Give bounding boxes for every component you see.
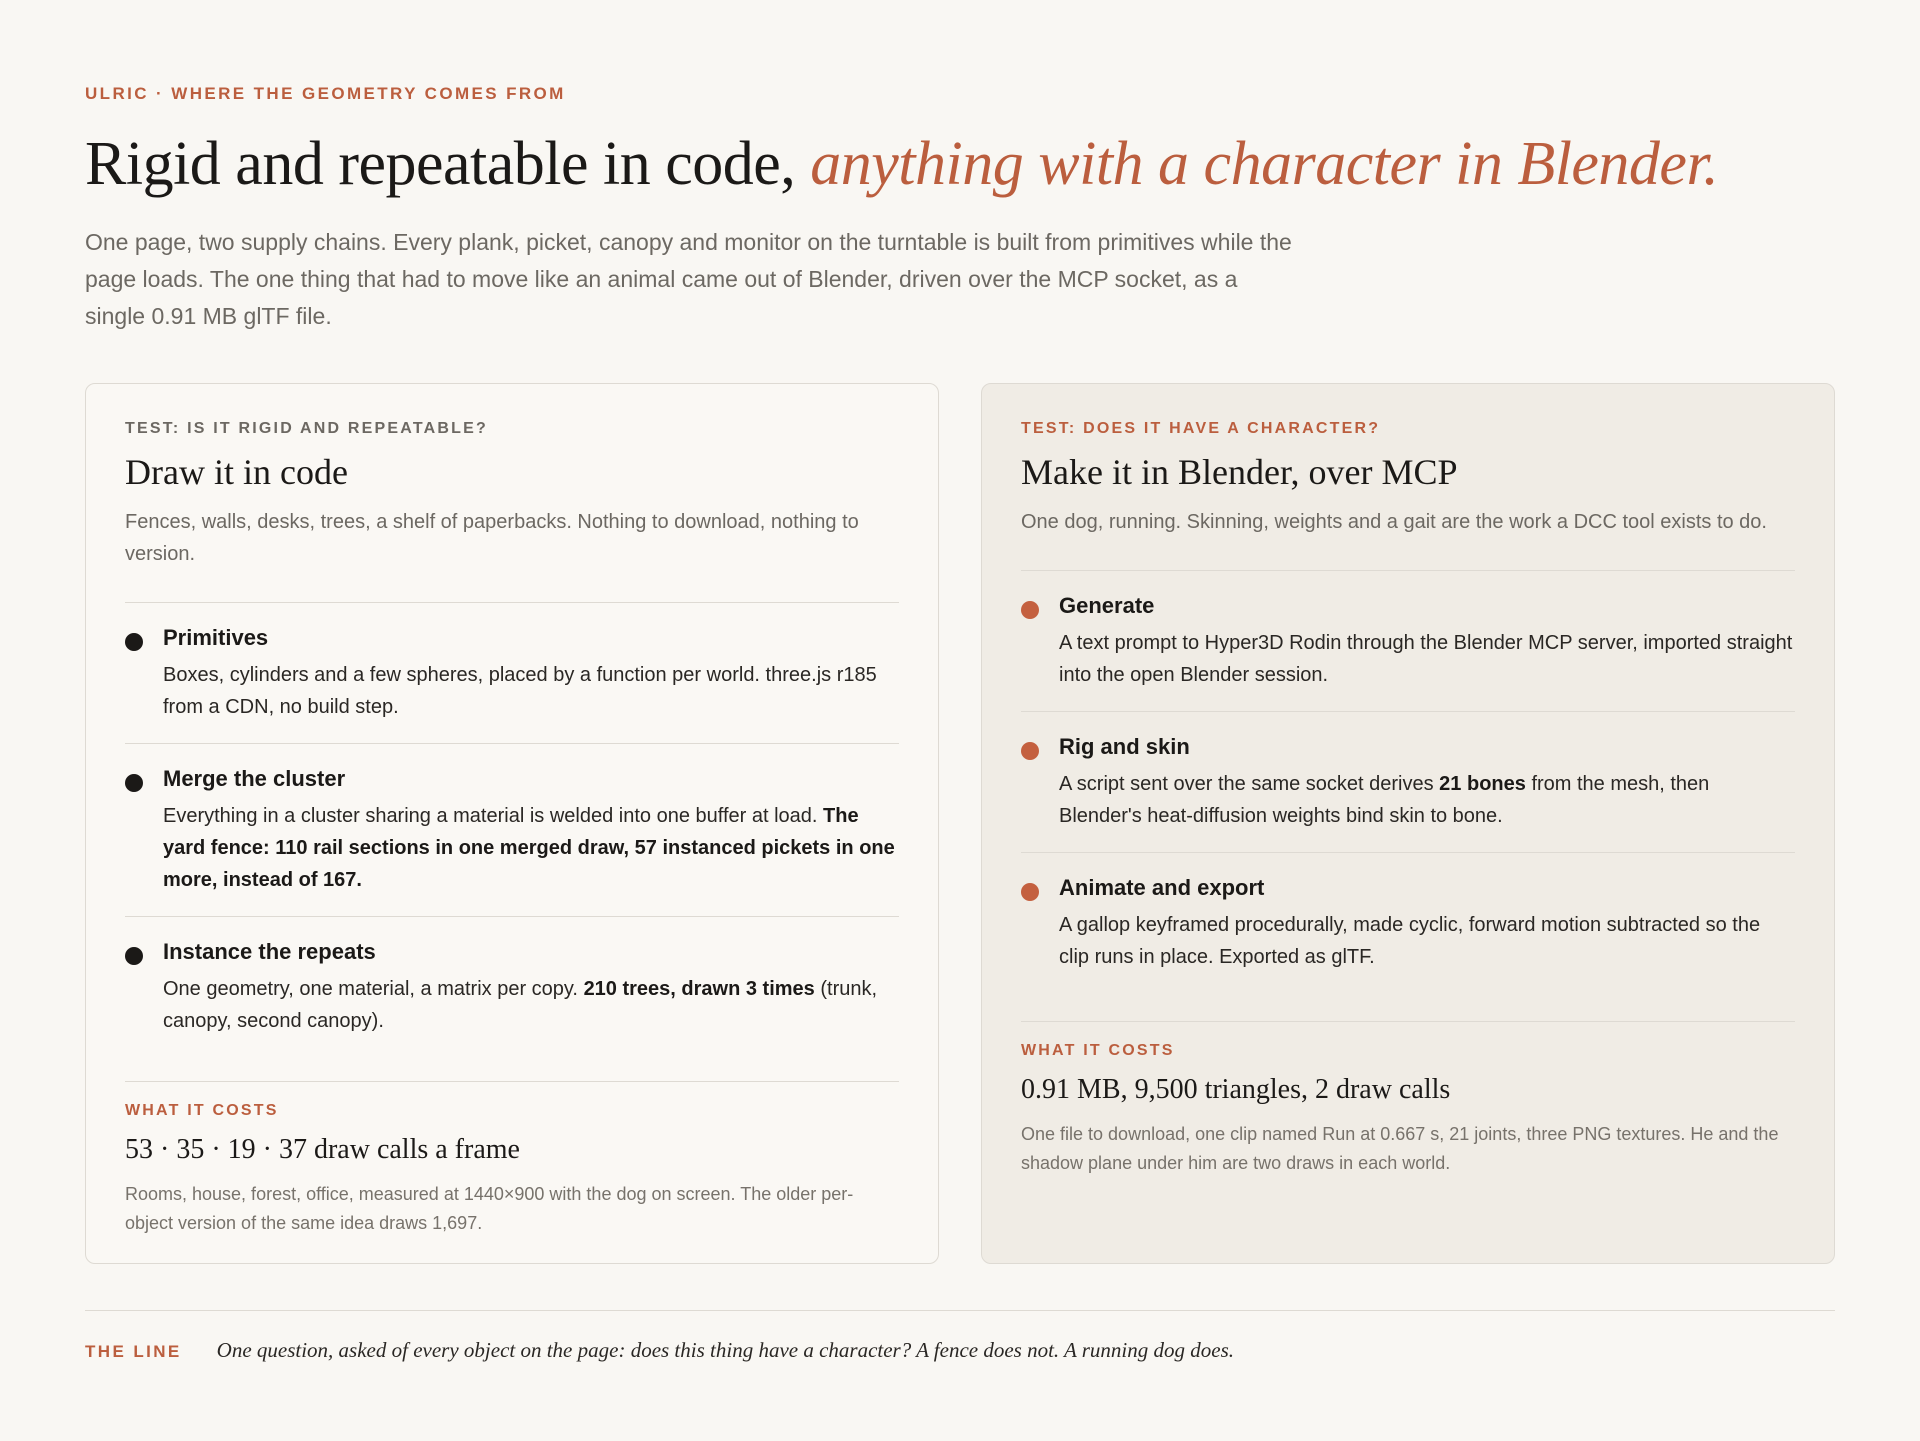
step-item	[1021, 853, 1795, 993]
step-body: A gallop keyframed procedurally, made cyclic, forward motion subtracted so the clip runs in place. Exported as glTF.	[1059, 914, 1761, 968]
step-body	[163, 800, 899, 896]
cards	[85, 383, 1835, 1264]
step-title: Merge the cluster	[163, 766, 346, 791]
headline-accent: anything with a character in Blender.	[810, 130, 1719, 198]
card-title: Draw it in code	[125, 452, 348, 492]
card-make-in-blender	[981, 383, 1835, 1264]
step-body-tail: (trunk, canopy, second canopy).	[163, 978, 878, 1032]
cost-note: One file to download, one clip named Run at 0.667 s, 21 joints, three PNG textures. He and the shadow plane under him are two draws in each world.	[1021, 1124, 1779, 1173]
the-line-footer	[85, 1338, 1234, 1363]
footer-text: One question, asked of every object on the page: does this thing have a character? A fence does not. A running dog does.	[216, 1338, 1234, 1362]
step-item	[125, 744, 899, 917]
step-body: Boxes, cylinders and a few spheres, placed by a function per world. three.js r185 from a CDN, no build step.	[163, 664, 877, 718]
step-list	[1021, 570, 1795, 993]
bullet-dot-icon	[1021, 742, 1039, 760]
step-list	[125, 602, 899, 1057]
card-test-label: TEST: IS IT RIGID AND REPEATABLE?	[125, 420, 488, 437]
step-item	[125, 603, 899, 744]
step-body	[1059, 768, 1795, 832]
step-title: Animate and export	[1059, 875, 1265, 900]
footer-label: THE LINE	[85, 1342, 182, 1361]
step-title: Rig and skin	[1059, 734, 1190, 759]
card-title: Make it in Blender, over MCP	[1021, 452, 1458, 492]
bullet-dot-icon	[125, 774, 143, 792]
cost-value: 0.91 MB, 9,500 triangles, 2 draw calls	[1021, 1074, 1451, 1105]
bullet-dot-icon	[1021, 601, 1039, 619]
bullet-dot-icon	[125, 633, 143, 651]
step-body-emphasis: 21 bones	[1439, 773, 1526, 795]
step-body-text: One geometry, one material, a matrix per copy.	[163, 978, 578, 1000]
divider	[85, 1310, 1835, 1311]
page-title	[85, 130, 1835, 198]
step-item	[1021, 571, 1795, 712]
step-body: A text prompt to Hyper3D Rodin through the Blender MCP server, imported straight into the open Blender session.	[1059, 632, 1793, 686]
card-test-label: TEST: DOES IT HAVE A CHARACTER?	[1021, 420, 1381, 437]
step-title: Instance the repeats	[163, 939, 376, 964]
step-title: Generate	[1059, 593, 1155, 618]
card-description: One dog, running. Skinning, weights and a gait are the work a DCC tool exists to do.	[1021, 511, 1767, 533]
cost-value: 53 · 35 · 19 · 37 draw calls a frame	[125, 1134, 520, 1165]
step-body-emphasis: The yard fence: 110 rail sections in one merged draw, 57 instanced pickets in one more, instead of 167.	[163, 805, 895, 891]
cost-note: Rooms, house, forest, office, measured at 1440×900 with the dog on screen. The older per-object version of the same idea draws 1,697.	[125, 1184, 854, 1233]
bullet-dot-icon	[1021, 883, 1039, 901]
step-body-emphasis: 210 trees, drawn 3 times	[583, 978, 815, 1000]
step-body-tail: from the mesh, then Blender's heat-diffusion weights bind skin to bone.	[1059, 773, 1710, 827]
step-body-text: A script sent over the same socket derives	[1059, 773, 1434, 795]
cost-label: WHAT IT COSTS	[1021, 1042, 1175, 1059]
step-item	[125, 917, 899, 1057]
step-item	[1021, 712, 1795, 853]
headline-plain: Rigid and repeatable in code,	[85, 130, 796, 198]
card-description: Fences, walls, desks, trees, a shelf of paperbacks. Nothing to download, nothing to version.	[125, 511, 859, 565]
bullet-dot-icon	[125, 947, 143, 965]
cost-label: WHAT IT COSTS	[125, 1102, 279, 1119]
intro-paragraph: One page, two supply chains. Every plank, picket, canopy and monitor on the turntable is built from primitives while the page loads. The one thing that had to move like an animal came out of Blender, driven over the MCP socket, as a single 0.91 MB glTF file.	[85, 229, 1292, 330]
eyebrow: ULRIC · WHERE THE GEOMETRY COMES FROM	[85, 84, 566, 103]
cost-section	[125, 1081, 899, 1238]
card-draw-in-code	[85, 383, 939, 1264]
step-title: Primitives	[163, 625, 269, 650]
step-body-text: Everything in a cluster sharing a material is welded into one buffer at load.	[163, 805, 818, 827]
cost-section	[1021, 1021, 1795, 1178]
step-body	[163, 973, 899, 1037]
